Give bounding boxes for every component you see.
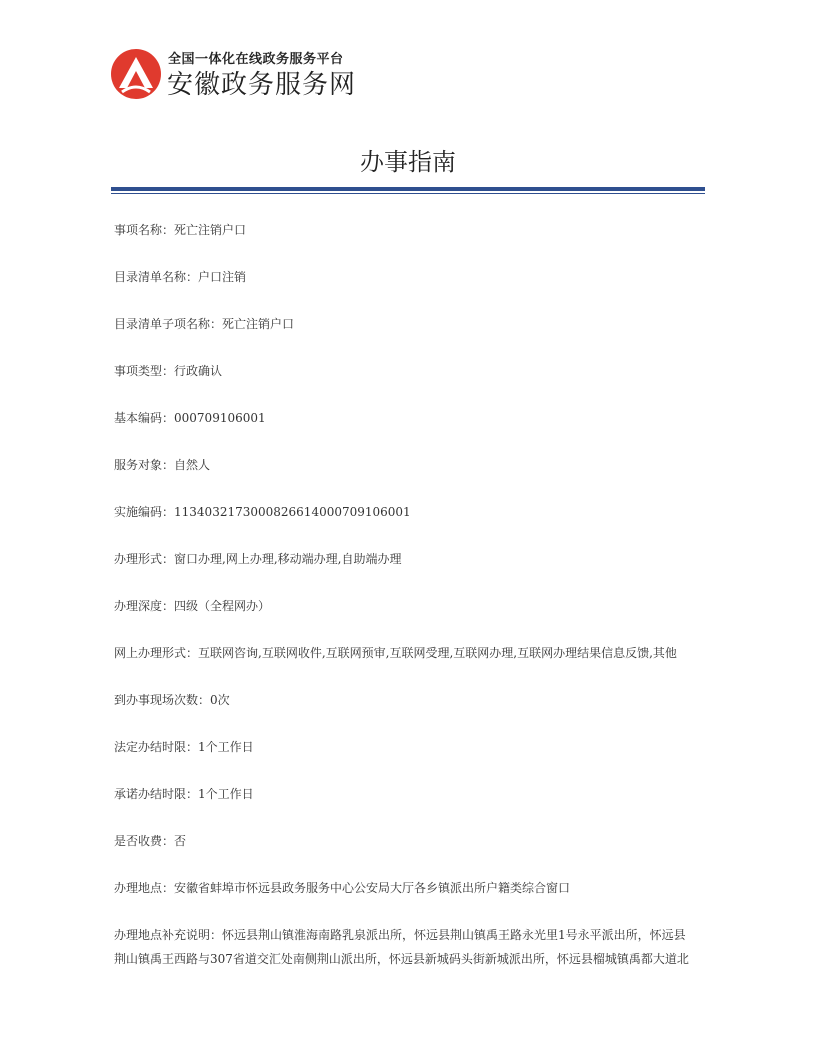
field-label: 办理深度： — [114, 599, 175, 613]
anhui-logo-icon[interactable] — [110, 48, 162, 100]
field-value: 户口注销 — [198, 270, 247, 284]
field-catalog-name — [114, 265, 690, 289]
field-fee — [114, 829, 690, 853]
guide-content — [114, 218, 690, 994]
field-location — [114, 876, 690, 900]
field-label: 到办事现场次数： — [114, 693, 211, 707]
field-label: 实施编码： — [114, 505, 175, 519]
field-label: 服务对象： — [114, 458, 175, 472]
field-implementation-code — [114, 500, 690, 524]
field-label: 是否收费： — [114, 834, 175, 848]
title-divider-thin — [111, 193, 705, 194]
field-value: 11340321730008266140007091060​01 — [174, 505, 411, 519]
field-catalog-subitem — [114, 312, 690, 336]
field-label: 事项名称： — [114, 223, 175, 237]
field-label: 事项类型： — [114, 364, 175, 378]
field-label: 承诺办结时限： — [114, 787, 199, 801]
field-value: 怀远县荆山镇淮海南路乳泉派出所，怀远县荆山镇禹王路永光里1号永平派出所，怀远县荆山镇禹王西路与307省道交汇处南侧荆山派出所，怀远县新城码头街新城派出所，怀远县榴城镇禹都大道北 — [114, 928, 689, 966]
field-promised-time-limit — [114, 782, 690, 806]
field-service-target — [114, 453, 690, 477]
field-item-name — [114, 218, 690, 242]
field-value: 互联网咨询,互联网收件,互联网预审,互联网受理,互联网办理,互联网办理结果信息反馈,其他 — [198, 646, 677, 660]
field-basic-code — [114, 406, 690, 430]
site-header — [110, 44, 510, 104]
field-visit-count — [114, 688, 690, 712]
field-handling-depth — [114, 594, 690, 618]
site-title[interactable]: 安徽政务服务网 — [167, 70, 357, 100]
title-divider-thick — [111, 187, 705, 191]
field-item-type — [114, 359, 690, 383]
field-label: 基本编码： — [114, 411, 175, 425]
field-label: 法定办结时限： — [114, 740, 199, 754]
field-handling-form — [114, 547, 690, 571]
field-value: 死亡注销户口 — [174, 223, 247, 237]
field-value: 0次 — [210, 693, 230, 707]
field-value: 1个工作日 — [198, 787, 254, 801]
page-title: 办事指南 — [360, 148, 456, 176]
field-label: 办理地点补充说明： — [114, 928, 223, 942]
field-value: 行政确认 — [174, 364, 223, 378]
field-value: 四级（全程网办） — [174, 599, 271, 613]
field-value: 否 — [174, 834, 187, 848]
platform-subtitle: 全国一体化在线政务服务平台 — [168, 52, 344, 67]
field-label: 网上办理形式： — [114, 646, 199, 660]
field-value: 1个工作日 — [198, 740, 254, 754]
field-legal-time-limit — [114, 735, 690, 759]
field-label: 办理地点： — [114, 881, 175, 895]
field-label: 办理形式： — [114, 552, 175, 566]
field-value: 自然人 — [174, 458, 211, 472]
field-label: 目录清单名称： — [114, 270, 199, 284]
field-location-notes — [114, 923, 690, 971]
field-value: 000709106001 — [174, 411, 266, 425]
field-value: 死亡注销户口 — [222, 317, 295, 331]
field-value: 窗口办理,网上办理,移动端办理,自助端办理 — [174, 552, 402, 566]
field-label: 目录清单子项名称： — [114, 317, 223, 331]
field-value: 安徽省蚌埠市怀远县政务服务中心公安局大厅各乡镇派出所户籍类综合窗口 — [174, 881, 571, 895]
field-online-form — [114, 641, 690, 665]
